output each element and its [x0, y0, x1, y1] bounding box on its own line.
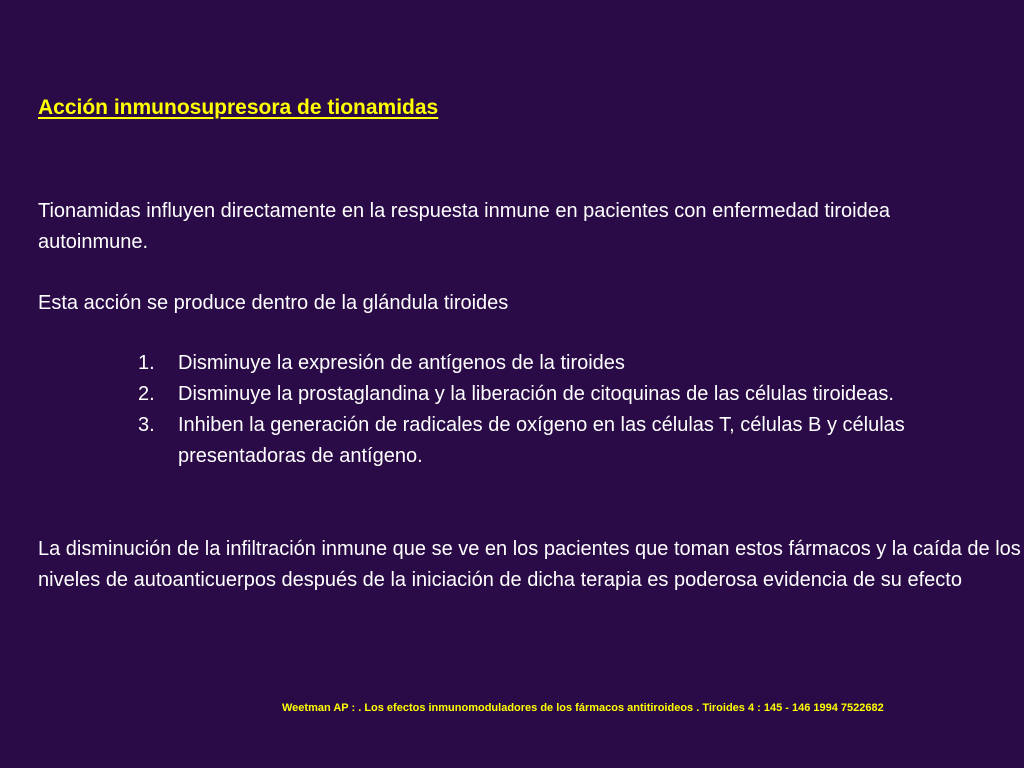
list-item-text: Inhiben la generación de radicales de oxígeno en las células T, células B y células presentadoras de antígeno. [178, 414, 905, 467]
paragraph-intro: Tionamidas influyen directamente en la respuesta inmune en pacientes con enfermedad tiroidea autoinmune. [38, 200, 890, 253]
list-item-number: 3. [138, 414, 155, 436]
list-item-number: 1. [138, 352, 155, 374]
slide-title: Acción inmunosupresora de tionamidas [38, 96, 439, 119]
list-item-number: 2. [138, 383, 155, 405]
list-item [138, 410, 1018, 472]
list-item-text: Disminuye la prostaglandina y la liberación de citoquinas de las células tiroideas. [178, 383, 894, 405]
paragraph-location: Esta acción se produce dentro de la glándula tiroides [38, 292, 509, 314]
list-item [138, 348, 1018, 379]
list-item [138, 379, 1018, 410]
effects-list [138, 348, 1018, 472]
paragraph-evidence: La disminución de la infiltración inmune que se ve en los pacientes que toman estos fármacos y la caída de los niveles de autoanticuerpos después de la iniciación de dicha terapia es poderosa evidencia de su efecto [38, 538, 1021, 591]
list-item-text: Disminuye la expresión de antígenos de la tiroides [178, 352, 625, 374]
reference-citation: Weetman AP : . Los efectos inmunomoduladores de los fármacos antitiroideos . Tiroides 4 : 145 - 146 1994 7522682 [282, 702, 884, 714]
